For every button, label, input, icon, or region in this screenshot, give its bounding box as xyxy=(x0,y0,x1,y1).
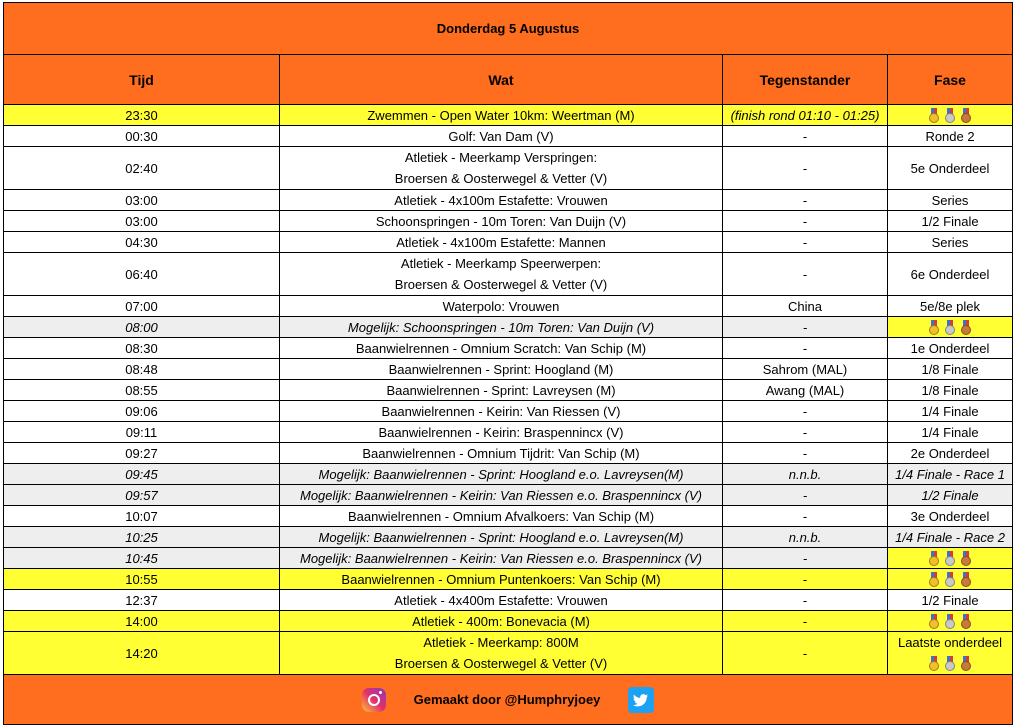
opponent-text: - xyxy=(802,234,808,250)
opponent-text: - xyxy=(802,340,808,356)
event-cell xyxy=(280,147,723,190)
time-cell xyxy=(4,253,280,296)
table-row xyxy=(4,232,1013,253)
event-cell xyxy=(280,380,723,401)
opponent-text: n.n.b. xyxy=(788,529,822,545)
table-row xyxy=(4,105,1013,126)
opponent-text: - xyxy=(802,192,808,208)
time-text: 08:55 xyxy=(125,382,158,398)
silver-medal-icon xyxy=(944,572,956,587)
time-text: 08:48 xyxy=(125,361,158,377)
table-row xyxy=(4,211,1013,232)
phase-cell xyxy=(888,632,1013,675)
opponent-text: - xyxy=(802,613,808,629)
phase-cell xyxy=(888,380,1013,401)
column-header-what: Wat xyxy=(280,55,723,105)
phase-text: 1/8 Finale xyxy=(921,361,979,377)
opponent-cell xyxy=(723,590,888,611)
opponent-cell xyxy=(723,443,888,464)
time-cell xyxy=(4,338,280,359)
event-cell xyxy=(280,211,723,232)
event-cell xyxy=(280,443,723,464)
opponent-text: - xyxy=(802,445,808,461)
phase-text: 1e Onderdeel xyxy=(910,340,990,356)
footer-credit: Gemaakt door @Humphryjoey xyxy=(413,692,601,707)
time-cell xyxy=(4,485,280,506)
time-cell xyxy=(4,105,280,126)
table-row xyxy=(4,296,1013,317)
event-cell xyxy=(280,422,723,443)
column-header-phase: Fase xyxy=(888,55,1013,105)
phase-cell xyxy=(888,105,1013,126)
phase-text: 6e Onderdeel xyxy=(910,266,990,282)
page-title: Donderdag 5 Augustus xyxy=(4,3,1013,55)
opponent-cell xyxy=(723,380,888,401)
event-cell xyxy=(280,317,723,338)
event-text-line2: Broersen & Oosterwegel & Vetter (V) xyxy=(394,277,608,292)
table-row xyxy=(4,611,1013,632)
medal-icons xyxy=(926,653,974,673)
phase-text: 3e Onderdeel xyxy=(910,508,990,524)
event-cell xyxy=(280,126,723,147)
time-text: 09:11 xyxy=(125,424,158,440)
event-text: Baanwielrennen - Omnium Scratch: Van Schip (M) xyxy=(355,340,647,356)
event-text: Golf: Van Dam (V) xyxy=(448,128,554,144)
phase-text: 1/4 Finale - Race 2 xyxy=(895,529,1005,545)
phase-text: 2e Onderdeel xyxy=(910,445,990,461)
event-cell xyxy=(280,485,723,506)
footer xyxy=(4,675,1013,725)
medal-icons xyxy=(926,550,974,566)
event-text: Mogelijk: Baanwielrennen - Sprint: Hoogland e.o. Lavreysen(M) xyxy=(318,466,684,482)
medal-icons xyxy=(926,319,974,335)
event-text: Baanwielrennen - Sprint: Hoogland (M) xyxy=(388,361,614,377)
phase-cell xyxy=(888,401,1013,422)
table-row xyxy=(4,590,1013,611)
opponent-text: - xyxy=(802,550,808,566)
event-text: Mogelijk: Baanwielrennen - Keirin: Van Riessen e.o. Braspennincx (V) xyxy=(300,487,702,503)
event-text: Atletiek - 400m: Bonevacia (M) xyxy=(412,613,590,629)
opponent-cell xyxy=(723,126,888,147)
time-text: 14:20 xyxy=(125,645,158,661)
phase-cell xyxy=(888,211,1013,232)
silver-medal-icon xyxy=(944,320,956,335)
time-cell xyxy=(4,401,280,422)
time-text: 03:00 xyxy=(125,192,158,208)
phase-text: Laatste onderdeel xyxy=(897,635,1003,650)
opponent-text: Awang (MAL) xyxy=(765,382,845,398)
twitter-icon[interactable] xyxy=(628,687,654,713)
event-text-line2: Broersen & Oosterwegel & Vetter (V) xyxy=(394,656,608,671)
time-cell xyxy=(4,464,280,485)
opponent-text: - xyxy=(802,160,808,176)
phase-cell xyxy=(888,422,1013,443)
phase-cell xyxy=(888,548,1013,569)
opponent-cell xyxy=(723,190,888,211)
opponent-text: - xyxy=(802,319,808,335)
time-cell xyxy=(4,232,280,253)
opponent-cell xyxy=(723,632,888,675)
schedule-table xyxy=(3,2,1013,725)
phase-text: Series xyxy=(931,234,969,250)
event-text: Atletiek - 4x100m Estafette: Vrouwen xyxy=(394,192,608,208)
opponent-cell xyxy=(723,296,888,317)
phase-text: 5e/8e plek xyxy=(920,298,981,314)
medal-icons xyxy=(926,107,974,123)
opponent-text: - xyxy=(802,645,808,661)
event-cell xyxy=(280,611,723,632)
phase-cell xyxy=(888,485,1013,506)
table-row xyxy=(4,317,1013,338)
opponent-cell xyxy=(723,338,888,359)
event-text: Mogelijk: Baanwielrennen - Keirin: Van Riessen e.o. Braspennincx (V) xyxy=(300,550,702,566)
bronze-medal-icon xyxy=(960,656,972,671)
phase-text: 1/4 Finale xyxy=(921,424,979,440)
opponent-text: China xyxy=(788,298,822,314)
phase-cell xyxy=(888,443,1013,464)
table-row xyxy=(4,485,1013,506)
time-cell xyxy=(4,296,280,317)
event-text: Atletiek - 4x400m Estafette: Vrouwen xyxy=(394,592,608,608)
phase-text: Ronde 2 xyxy=(925,128,975,144)
phase-text: 1/4 Finale xyxy=(921,403,979,419)
table-row xyxy=(4,190,1013,211)
time-text: 07:00 xyxy=(125,298,158,314)
phase-cell xyxy=(888,296,1013,317)
time-cell xyxy=(4,527,280,548)
silver-medal-icon xyxy=(944,656,956,671)
opponent-cell xyxy=(723,253,888,296)
phase-cell xyxy=(888,126,1013,147)
column-header-time: Tijd xyxy=(4,55,280,105)
table-row xyxy=(4,527,1013,548)
event-text: Schoonspringen - 10m Toren: Van Duijn (V) xyxy=(375,213,627,229)
time-text: 08:00 xyxy=(125,319,158,335)
table-row xyxy=(4,422,1013,443)
phase-text: Series xyxy=(931,192,969,208)
bronze-medal-icon xyxy=(960,108,972,123)
opponent-text: - xyxy=(802,128,808,144)
bronze-medal-icon xyxy=(960,614,972,629)
time-cell xyxy=(4,443,280,464)
time-text: 00:30 xyxy=(125,128,158,144)
time-text: 04:30 xyxy=(125,234,158,250)
table-row xyxy=(4,569,1013,590)
medal-icons xyxy=(926,613,974,629)
table-row xyxy=(4,443,1013,464)
opponent-text: - xyxy=(802,424,808,440)
event-cell xyxy=(280,548,723,569)
event-cell xyxy=(280,506,723,527)
phase-cell xyxy=(888,569,1013,590)
opponent-cell xyxy=(723,548,888,569)
gold-medal-icon xyxy=(928,572,940,587)
phase-text: 1/4 Finale - Race 1 xyxy=(895,466,1005,482)
phase-text: 5e Onderdeel xyxy=(910,160,990,176)
event-cell xyxy=(280,232,723,253)
time-cell xyxy=(4,147,280,190)
table-row xyxy=(4,401,1013,422)
event-text: Mogelijk: Baanwielrennen - Sprint: Hoogland e.o. Lavreysen(M) xyxy=(318,529,684,545)
time-text: 14:00 xyxy=(125,613,158,629)
phase-cell xyxy=(888,232,1013,253)
event-text: Baanwielrennen - Omnium Puntenkoers: Van Schip (M) xyxy=(341,571,661,587)
event-cell xyxy=(280,359,723,380)
table-row xyxy=(4,380,1013,401)
event-cell xyxy=(280,632,723,675)
opponent-cell xyxy=(723,485,888,506)
table-row xyxy=(4,338,1013,359)
event-text: Atletiek - Meerkamp Verspringen: xyxy=(404,150,598,165)
event-text: Atletiek - 4x100m Estafette: Mannen xyxy=(396,234,606,250)
event-cell xyxy=(280,401,723,422)
time-text: 09:27 xyxy=(125,445,158,461)
time-cell xyxy=(4,211,280,232)
gold-medal-icon xyxy=(928,656,940,671)
phase-cell xyxy=(888,190,1013,211)
event-cell xyxy=(280,464,723,485)
opponent-cell xyxy=(723,232,888,253)
phase-cell xyxy=(888,527,1013,548)
event-cell xyxy=(280,338,723,359)
time-cell xyxy=(4,422,280,443)
time-cell xyxy=(4,611,280,632)
time-text: 09:57 xyxy=(125,487,158,503)
phase-cell xyxy=(888,506,1013,527)
table-row xyxy=(4,506,1013,527)
time-cell xyxy=(4,590,280,611)
phase-cell xyxy=(888,611,1013,632)
event-cell xyxy=(280,105,723,126)
table-row xyxy=(4,548,1013,569)
event-text: Atletiek - Meerkamp: 800M xyxy=(423,635,579,650)
time-cell xyxy=(4,632,280,675)
opponent-cell xyxy=(723,506,888,527)
opponent-cell xyxy=(723,359,888,380)
event-cell xyxy=(280,253,723,296)
time-cell xyxy=(4,359,280,380)
phase-text: 1/2 Finale xyxy=(921,213,979,229)
time-text: 10:25 xyxy=(125,529,158,545)
phase-cell xyxy=(888,253,1013,296)
time-text: 02:40 xyxy=(125,160,158,176)
phase-text: 1/8 Finale xyxy=(921,382,979,398)
gold-medal-icon xyxy=(928,108,940,123)
table-row xyxy=(4,464,1013,485)
time-text: 12:37 xyxy=(125,592,158,608)
time-text: 08:30 xyxy=(125,340,158,356)
opponent-cell xyxy=(723,569,888,590)
opponent-text: - xyxy=(802,487,808,503)
time-cell xyxy=(4,126,280,147)
bronze-medal-icon xyxy=(960,551,972,566)
phase-cell xyxy=(888,317,1013,338)
instagram-icon[interactable] xyxy=(362,688,386,712)
silver-medal-icon xyxy=(944,108,956,123)
phase-cell xyxy=(888,359,1013,380)
table-row xyxy=(4,359,1013,380)
event-cell xyxy=(280,590,723,611)
event-cell xyxy=(280,569,723,590)
event-text: Baanwielrennen - Sprint: Lavreysen (M) xyxy=(386,382,616,398)
opponent-cell xyxy=(723,105,888,126)
opponent-text: - xyxy=(802,266,808,282)
event-text: Baanwielrennen - Keirin: Van Riessen (V) xyxy=(381,403,621,419)
time-text: 10:55 xyxy=(125,571,158,587)
time-text: 03:00 xyxy=(125,213,158,229)
opponent-cell xyxy=(723,422,888,443)
time-cell xyxy=(4,317,280,338)
opponent-cell xyxy=(723,611,888,632)
phase-text: 1/2 Finale xyxy=(921,592,979,608)
opponent-cell xyxy=(723,211,888,232)
event-cell xyxy=(280,527,723,548)
column-header-opponent: Tegenstander xyxy=(723,55,888,105)
event-text: Zwemmen - Open Water 10km: Weertman (M) xyxy=(367,107,635,123)
event-text: Baanwielrennen - Omnium Tijdrit: Van Schip (M) xyxy=(362,445,640,461)
opponent-text: n.n.b. xyxy=(788,466,822,482)
opponent-cell xyxy=(723,527,888,548)
opponent-cell xyxy=(723,464,888,485)
time-cell xyxy=(4,506,280,527)
opponent-text: - xyxy=(802,571,808,587)
time-text: 10:45 xyxy=(125,550,158,566)
phase-text: 1/2 Finale xyxy=(921,487,979,503)
phase-cell xyxy=(888,338,1013,359)
time-text: 09:45 xyxy=(125,466,158,482)
opponent-text: - xyxy=(802,508,808,524)
gold-medal-icon xyxy=(928,551,940,566)
time-text: 09:06 xyxy=(125,403,158,419)
table-row xyxy=(4,126,1013,147)
phase-cell xyxy=(888,147,1013,190)
event-text: Baanwielrennen - Keirin: Braspennincx (V) xyxy=(378,424,624,440)
opponent-text: Sahrom (MAL) xyxy=(762,361,848,377)
opponent-text: (finish rond 01:10 - 01:25) xyxy=(730,107,880,123)
table-row xyxy=(4,147,1013,190)
opponent-text: - xyxy=(802,592,808,608)
event-text-line2: Broersen & Oosterwegel & Vetter (V) xyxy=(394,171,608,186)
time-cell xyxy=(4,569,280,590)
event-text: Waterpolo: Vrouwen xyxy=(442,298,560,314)
time-cell xyxy=(4,548,280,569)
opponent-text: - xyxy=(802,213,808,229)
phase-cell xyxy=(888,590,1013,611)
table-row xyxy=(4,632,1013,675)
gold-medal-icon xyxy=(928,320,940,335)
time-cell xyxy=(4,380,280,401)
bronze-medal-icon xyxy=(960,572,972,587)
bronze-medal-icon xyxy=(960,320,972,335)
silver-medal-icon xyxy=(944,614,956,629)
event-text: Baanwielrennen - Omnium Afvalkoers: Van Schip (M) xyxy=(347,508,655,524)
event-cell xyxy=(280,190,723,211)
event-text: Atletiek - Meerkamp Speerwerpen: xyxy=(400,256,602,271)
opponent-cell xyxy=(723,401,888,422)
time-text: 06:40 xyxy=(125,266,158,282)
event-cell xyxy=(280,296,723,317)
time-text: 10:07 xyxy=(125,508,158,524)
time-cell xyxy=(4,190,280,211)
opponent-cell xyxy=(723,317,888,338)
table-row xyxy=(4,253,1013,296)
opponent-text: - xyxy=(802,403,808,419)
phase-cell xyxy=(888,464,1013,485)
gold-medal-icon xyxy=(928,614,940,629)
silver-medal-icon xyxy=(944,551,956,566)
event-text: Mogelijk: Schoonspringen - 10m Toren: Van Duijn (V) xyxy=(347,319,655,335)
time-text: 23:30 xyxy=(125,107,158,123)
opponent-cell xyxy=(723,147,888,190)
medal-icons xyxy=(926,571,974,587)
